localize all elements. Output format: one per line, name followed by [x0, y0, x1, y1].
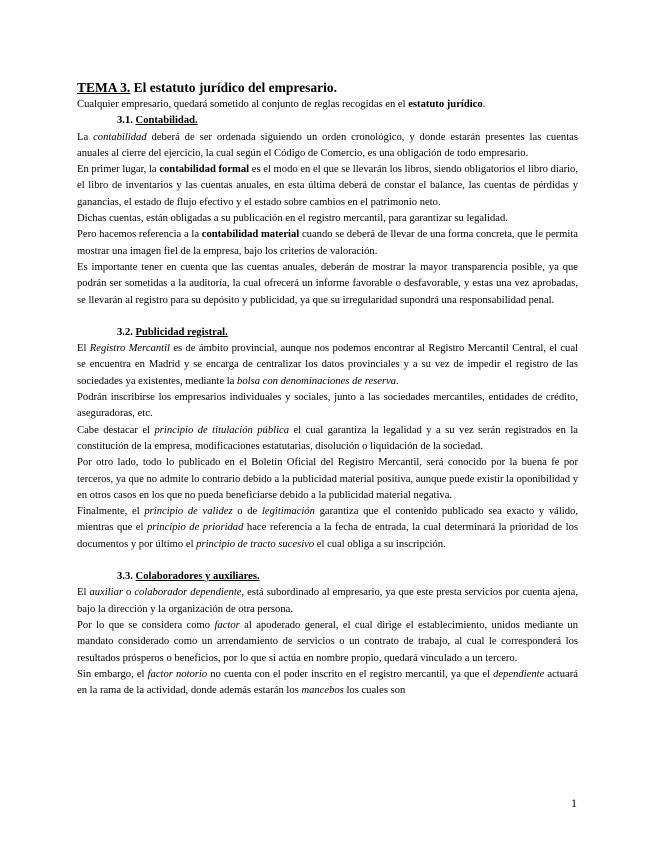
title-text: El estatuto jurídico del empresario. [130, 80, 337, 95]
text-run: cuando se deberá de llevar de una forma concreta, que le permita mostrar una imagen fiel de la empresa, bajo los criterios de valoración. [77, 229, 579, 257]
text-run: Cualquier empresario, quedará sometido al conjunto de reglas recogidas en el [77, 99, 409, 110]
paragraph [77, 423, 578, 456]
paragraph [77, 341, 578, 390]
italic-term: factor [214, 619, 240, 631]
heading-number: 3.1. [117, 115, 133, 127]
text-run: El [77, 343, 90, 355]
italic-term: bolsa con denominaciones de reserva [237, 375, 397, 387]
title-number: TEMA 3. [77, 80, 131, 95]
heading-number: 3.2. [117, 326, 133, 338]
document-title [77, 79, 578, 96]
page-number: 1 [571, 796, 577, 810]
text-run: es el modo en el que se llevarán los libros, siendo obligatorios el libro diario, el libro de inventarios y las cuentas anuales, en esta última deberá de constar el balance, las cuentas de pérdidas y ganancias, el estado de flujo efectivo y el estado sobre cambios en el patrimonio neto. [77, 164, 578, 208]
text-run: hace referencia a la fecha de entrada, la cual determinará la prioridad de los documentos y por último el [77, 522, 578, 550]
paragraph [77, 504, 578, 553]
text-run: La [77, 131, 94, 143]
text-run: al apoderado general, el cual dirige el establecimiento, unidos mediante un mandato considerado como un arrendamiento de servicios o un contrato de trabajo, al cual le corresponderá los resultados prósperos o beneficios, por lo que si actúa en nombre propio, quedará vinculado a un tercero. [77, 619, 578, 664]
italic-term: principio de tracto sucesivo [196, 538, 315, 550]
italic-term: legitimación [261, 506, 315, 518]
italic-term: colaborador dependiente [134, 587, 242, 599]
text-run: Cabe destacar el [77, 424, 155, 436]
text-run: Finalmente, el [77, 506, 145, 518]
text-run: . [482, 99, 486, 110]
italic-term: mancebos [301, 685, 344, 697]
paragraph [77, 618, 578, 667]
paragraph: Podrán inscribirse los empresarios individuales y sociales, junto a las sociedades mercantiles, entidades de crédito, aseguradoras, etc. [77, 392, 578, 420]
paragraph [77, 667, 578, 700]
text-run: actuará en la rama de la actividad, donde además estarán los [77, 668, 578, 697]
italic-term: auxiliar [89, 587, 123, 599]
italic-term: dependiente [493, 668, 545, 680]
heading-text: Contabilidad. [135, 115, 198, 127]
text-run: Pero hacemos referencia a la [77, 229, 202, 241]
paragraph [77, 130, 578, 163]
text-run: los cuales son [343, 685, 406, 697]
heading-text: Colaboradores y auxiliares. [135, 571, 260, 583]
spacer [77, 309, 578, 325]
paragraph [77, 227, 578, 260]
paragraph: Dichas cuentas, están obligadas a su publicación en el registro mercantil, para garantizar su legalidad. [77, 213, 508, 225]
paragraph [77, 585, 578, 618]
section-heading-3-1 [77, 113, 578, 129]
text-run: En primer lugar, la [77, 164, 160, 176]
bold-term: contabilidad material [201, 229, 300, 241]
document-page [77, 79, 578, 699]
bold-term: contabilidad formal [159, 164, 250, 176]
text-run: El [77, 587, 90, 599]
paragraph: Es importante tener en cuenta que las cuentas anuales, deberán de mostrar la mayor transparencia posible, ya que podrán ser sometidas a la auditoría, la cual ofrecerá un informe favorable o desfavorable, y estas una vez aprobadas, se llevarán al registro para su depósito y publicidad, ya que su irregularidad supondrá una responsabilidad penal. [77, 261, 578, 306]
section-heading-3-3 [77, 569, 578, 585]
text-run: o [122, 587, 135, 599]
italic-term: principio de validez [144, 506, 233, 518]
text-run: . [396, 375, 399, 387]
italic-term: contabilidad [93, 131, 147, 143]
italic-term: Registro Mercantil [89, 343, 170, 355]
text-run: deberá de ser ordenada siguiendo un orden cronológico, y donde estarán presentes las cuentas anuales al cierre del ejercicio, la cual según el Código de Comercio, es una obligación de todo empresario. [77, 131, 578, 159]
heading-number: 3.3. [117, 571, 133, 583]
text-run: garantiza que el contenido publicado sea exacto y válido, mientras que el [77, 506, 578, 534]
heading-text: Publicidad registral. [135, 326, 228, 338]
italic-term: principio de prioridad [146, 522, 244, 534]
spacer [77, 553, 578, 569]
text-run: o de [232, 506, 262, 518]
paragraph [77, 162, 578, 211]
italic-term: factor notorio [147, 668, 208, 680]
paragraph: Por otro lado, todo lo publicado en el Boletín Oficial del Registro Mercantil, será conocido por la buena fe por terceros, ya que no admite lo contrario debido a la publicidad material positiva, aunque puede existir la oponibilidad y en otros casos en los que no pueda beneficiarse debido a la publicidad material negativa. [77, 457, 578, 501]
text-run: Sin embargo, el [77, 668, 148, 680]
text-run: el cual garantiza la legalidad y a su vez serán registrados en la constitución de la empresa, modificaciones estatutarias, disolución o liquidación de la sociedad. [77, 424, 578, 452]
text-run: Por lo que se considera como [77, 619, 215, 631]
section-heading-3-2 [77, 325, 578, 341]
italic-term: principio de titulación pública [154, 424, 290, 436]
bold-term: estatuto jurídico [408, 99, 483, 110]
intro-paragraph [77, 97, 578, 113]
text-run: el cual obliga a su inscripción. [314, 538, 446, 550]
text-run: , está subordinado al empresario, ya que este presta servicios por cuenta ajena, bajo la dirección y la organización de otra persona. [77, 587, 578, 615]
text-run: es de ámbito provincial, aunque nos podemos encontrar al Registro Mercantil Central, el cual se encuentra en Madrid y se encarga de centralizar los datos provinciales y a su vez de impedir el registro de las sociedades ya existentes, mediante la [77, 343, 578, 387]
text-run: no cuenta con el poder inscrito en el registro mercantil, ya que el [207, 668, 494, 680]
